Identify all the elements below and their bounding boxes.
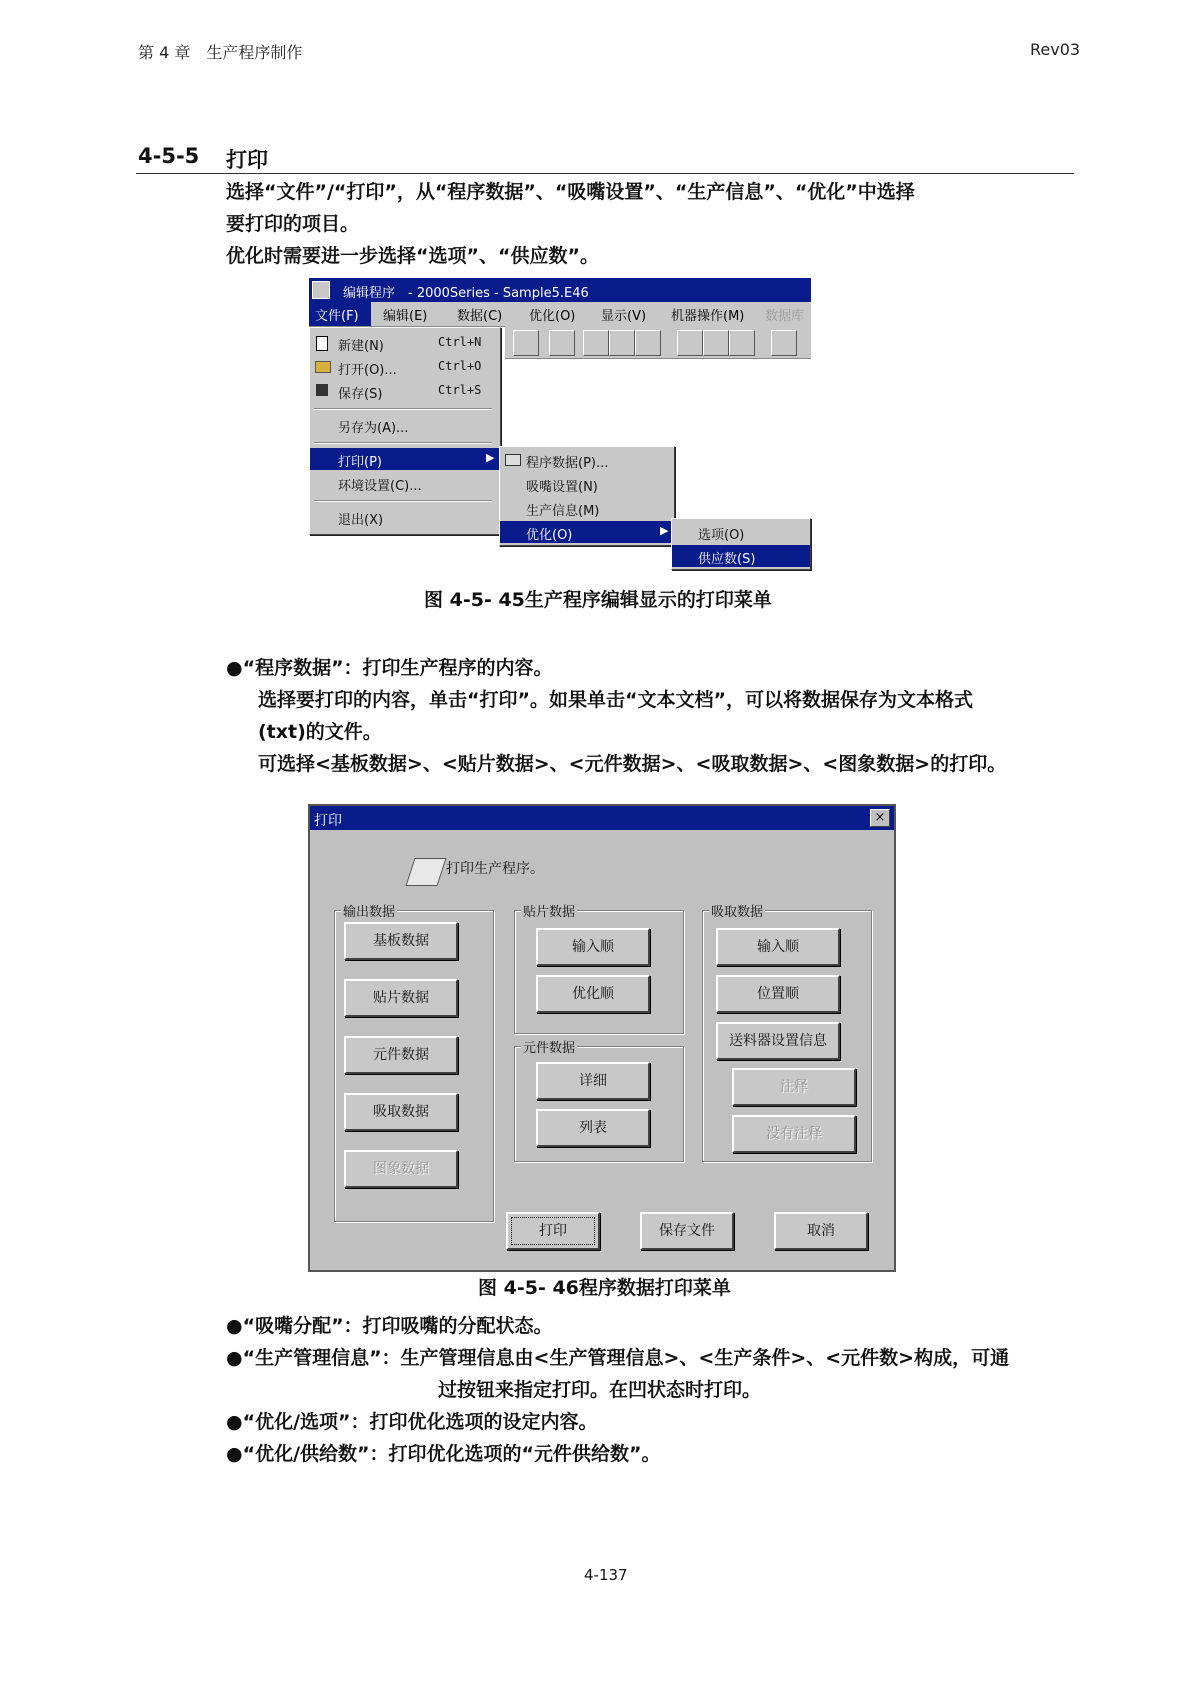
group-pick-label: 吸取数据 [709,901,765,920]
button-parts-list[interactable]: 列表 [536,1109,650,1147]
print-submenu [499,446,675,546]
submenu-item-optimize[interactable]: 优化(O) ▶ [500,521,674,543]
button-board-data[interactable]: 基板数据 [344,922,458,960]
menu-item-settings[interactable]: 环境设置(C)... [338,479,422,494]
bullet-optimize-options: ●“优化/选项”：打印优化选项的设定内容。 [226,1411,598,1433]
menu-edit[interactable]: 编辑(E) [383,309,428,324]
submenu-arrow-icon: ▶ [486,451,495,464]
tool-icon-1[interactable] [677,330,703,356]
dialog-subtitle: 打印生产程序。 [446,861,544,877]
bullet-production-info: ●“生产管理信息”：生产管理信息由<生产管理信息>、<生产条件>、<元件数>构成，可通 [226,1347,1010,1369]
tool-icon-4[interactable] [771,330,797,356]
section-title: 打印 [226,148,268,172]
menu-item-new[interactable]: 新建(N) Ctrl+N [310,332,500,354]
app-icon [312,281,330,299]
button-pick-input-order[interactable]: 输入顺 [716,928,840,966]
find-icon[interactable] [549,330,575,356]
shapes-icon[interactable] [635,330,661,356]
button-image-data[interactable]: 图象数据 [344,1150,458,1188]
button-parts-detail[interactable]: 详细 [536,1062,650,1100]
button-mount-data[interactable]: 贴片数据 [344,979,458,1017]
group-mount-label: 贴片数据 [521,901,577,920]
file-menu [309,327,501,535]
tool-icon-2[interactable] [703,330,729,356]
submenu-item-production[interactable]: 生产信息(M) [526,504,600,519]
submenu-item-nozzle[interactable]: 吸嘴设置(N) [526,480,598,495]
submenu-item-options[interactable]: 选项(O) [698,528,745,543]
bullet-program-data: ●“程序数据”：打印生产程序的内容。 [226,657,553,679]
menu-window-titlebar [309,278,811,302]
print-menu-screenshot [309,278,811,568]
menu-data[interactable]: 数据(C) [457,309,503,324]
print-icon[interactable] [513,330,539,356]
print-button[interactable]: 打印 [506,1212,600,1250]
bullet-production-info-cont: 过按钮来指定打印。在凹状态时打印。 [438,1379,762,1401]
group-parts-label: 元件数据 [521,1037,577,1056]
menubar [309,302,811,327]
menu-window-title: 编辑程序 - 2000Series - Sample5.E46 [343,286,589,301]
menu-separator [314,500,492,502]
button-pick-data[interactable]: 吸取数据 [344,1093,458,1131]
save-file-button[interactable]: 保存文件 [640,1212,734,1250]
button-pick-position-order[interactable]: 位置顺 [716,975,840,1013]
menu-item-exit[interactable]: 退出(X) [338,513,384,528]
submenu-item-supply[interactable]: 供应数(S) [672,545,810,567]
chart-icon[interactable] [609,330,635,356]
chapter-header: 第 4 章 生产程序制作 [138,43,303,62]
intro-line-2: 要打印的项目。 [226,213,360,235]
intro-line-1: 选择“文件”/“打印”，从“程序数据”、“吸嘴设置”、“生产信息”、“优化”中选择 [226,181,915,203]
dialog-title: 打印 [314,813,342,829]
group-output-label: 输出数据 [341,901,397,920]
section-rule [136,173,1074,174]
menu-file[interactable]: 文件(F) [309,302,371,326]
menu-optimize[interactable]: 优化(O) [529,309,576,324]
figure-caption-2: 图 4-5- 46程序数据打印菜单 [478,1277,731,1299]
printer-icon [505,454,521,466]
new-icon [316,336,328,351]
open-icon [315,361,331,373]
menu-item-open[interactable]: 打开(O)... Ctrl+O [310,356,500,378]
save-icon [316,384,328,396]
button-mount-optimize-order[interactable]: 优化顺 [536,975,650,1013]
bullet-program-data-line-3: 可选择<基板数据>、<贴片数据>、<元件数据>、<吸取数据>、<图象数据>的打印。 [258,753,1007,775]
print-dialog [308,804,896,1272]
button-with-comment[interactable]: 注释 [732,1068,856,1106]
menu-item-save[interactable]: 保存(S) Ctrl+S [310,380,500,402]
dialog-titlebar [310,806,894,830]
tool-icon-3[interactable] [729,330,755,356]
page-number: 4-137 [584,1566,628,1584]
button-feeder-settings[interactable]: 送料器设置信息 [716,1022,840,1060]
bullet-nozzle: ●“吸嘴分配”：打印吸嘴的分配状态。 [226,1315,553,1337]
close-icon[interactable]: × [870,809,890,827]
bullet-optimize-supply: ●“优化/供给数”：打印优化选项的“元件供给数”。 [226,1443,661,1465]
revision-label: Rev03 [1030,40,1081,59]
bullet-program-data-line-1: 选择要打印的内容，单击“打印”。如果单击“文本文档”，可以将数据保存为文本格式 [258,689,973,711]
bullet-program-data-line-2: (txt)的文件。 [258,721,382,743]
menu-machine[interactable]: 机器操作(M) [671,309,745,324]
section-number: 4-5-5 [138,144,200,168]
lightbulb-icon[interactable] [583,330,609,356]
submenu-arrow-icon: ▶ [660,524,669,537]
menu-database[interactable]: 数据库 [765,309,805,324]
button-mount-input-order[interactable]: 输入顺 [536,928,650,966]
optimize-submenu [671,518,811,570]
menu-separator [314,408,492,410]
menu-item-print[interactable]: 打印(P) ▶ [310,448,500,470]
submenu-item-program-data[interactable]: 程序数据(P)... [500,449,674,471]
figure-caption-1: 图 4-5- 45生产程序编辑显示的打印菜单 [424,589,772,611]
button-parts-data[interactable]: 元件数据 [344,1036,458,1074]
button-without-comment[interactable]: 没有注释 [732,1115,856,1153]
toolbar [505,326,811,359]
menu-item-saveas[interactable]: 另存为(A)... [338,421,409,436]
intro-line-3: 优化时需要进一步选择“选项”、“供应数”。 [226,245,599,267]
menu-separator [314,442,492,444]
menu-view[interactable]: 显示(V) [601,309,647,324]
cancel-button[interactable]: 取消 [774,1212,868,1250]
printer-icon [405,858,446,886]
